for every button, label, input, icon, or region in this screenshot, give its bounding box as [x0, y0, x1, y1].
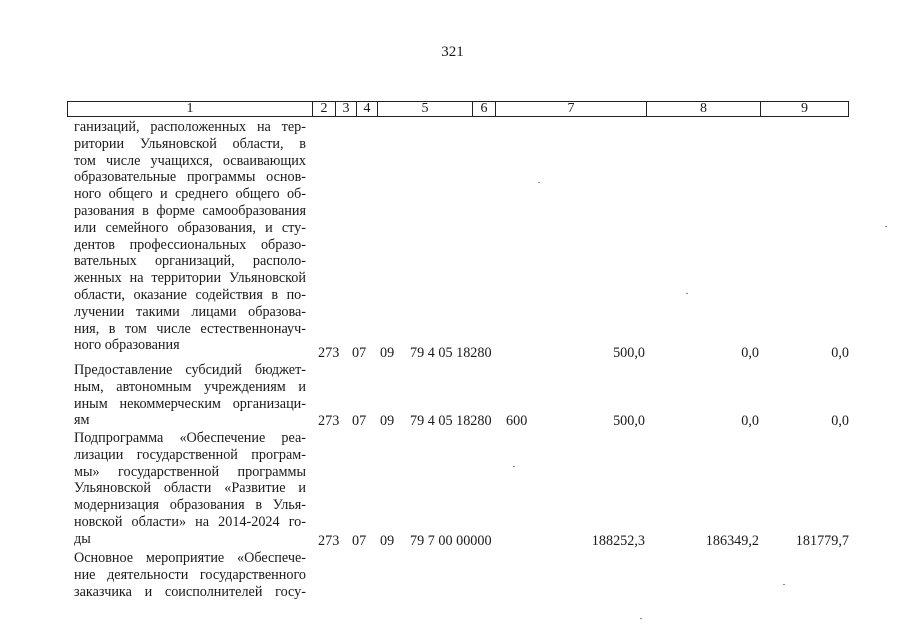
desc-line: Предоставление субсидий бюджет-: [74, 362, 306, 378]
scan-speck: [640, 618, 642, 619]
desc-line: лизации государственной програм-: [74, 446, 306, 463]
desc-line: лучении такими лицами образова-: [74, 303, 306, 320]
desc-line: том числе учащихся, осваивающих: [74, 152, 306, 169]
scan-speck: [783, 584, 785, 585]
desc-line: модернизация образования в Улья-: [74, 497, 306, 514]
header-cell-1: 1: [68, 102, 313, 116]
header-cell-3: 3: [336, 102, 357, 116]
desc-line: новской области» на 2014-2024 го-: [74, 513, 306, 530]
scan-speck: [538, 182, 540, 183]
desc-line: ного образования: [74, 337, 180, 354]
desc-line: области, оказание содействия в по-: [74, 286, 306, 303]
desc-line: Основное мероприятие «Обеспече-: [74, 550, 306, 566]
row-3-description: [74, 430, 306, 548]
desc-line: мы» государственной программы: [74, 463, 306, 480]
row-1-col-7: 500,0: [613, 345, 645, 361]
row-1-col-4: 09: [380, 345, 395, 361]
row-1-description: [74, 119, 306, 354]
desc-line: ным, автономным учреждениям и: [74, 378, 306, 395]
desc-line: Подпрограмма «Обеспечение реа-: [74, 430, 306, 446]
row-2-description: [74, 362, 306, 429]
header-cell-6: 6: [473, 102, 496, 116]
desc-line: вательных организаций, располо-: [74, 253, 306, 270]
row-3-col-4: 09: [380, 533, 395, 549]
row-3-col-2: 273: [318, 533, 340, 549]
desc-line: ды: [74, 530, 91, 547]
desc-line: разования в форме самообразования: [74, 202, 306, 219]
header-cell-7: 7: [496, 102, 647, 116]
scan-speck: [686, 293, 688, 294]
row-2-col-2: 273: [318, 413, 340, 429]
row-2-col-5: 79 4 05 18280: [410, 413, 492, 429]
header-cell-8: 8: [647, 102, 761, 116]
desc-line: женных на территории Ульяновской: [74, 270, 306, 287]
desc-line: ного общего и среднего общего об-: [74, 186, 306, 203]
header-cell-5: 5: [378, 102, 473, 116]
row-2-col-7: 500,0: [613, 413, 645, 429]
page-number: 321: [441, 44, 464, 60]
row-3-col-5: 79 7 00 00000: [410, 533, 492, 549]
row-3-col-3: 07: [352, 533, 367, 549]
row-3-col-9: 181779,7: [795, 533, 849, 549]
desc-line: или семейного образования, и сту-: [74, 219, 306, 236]
desc-line: Ульяновской области «Развитие и: [74, 480, 306, 497]
row-2-col-3: 07: [352, 413, 367, 429]
scan-speck: [885, 226, 887, 227]
row-4-description: [74, 550, 306, 600]
header-cell-4: 4: [357, 102, 378, 116]
desc-line: образовательные программы основ-: [74, 169, 306, 186]
desc-line: ганизаций, расположенных на тер-: [74, 119, 306, 135]
desc-line: ритории Ульяновской области, в: [74, 135, 306, 152]
row-1-col-5: 79 4 05 18280: [410, 345, 492, 361]
desc-line: ния, в том числе естественнонауч-: [74, 320, 306, 337]
row-1-col-3: 07: [352, 345, 367, 361]
scan-speck: [513, 466, 515, 467]
table-header-row: [67, 101, 849, 117]
desc-line: ние деятельности государственного: [74, 566, 306, 583]
row-1-col-9: 0,0: [831, 345, 849, 361]
row-3-col-7: 188252,3: [591, 533, 645, 549]
desc-line: иным некоммерческим организаци-: [74, 395, 306, 412]
header-cell-9: 9: [801, 101, 808, 116]
row-2-col-4: 09: [380, 413, 395, 429]
header-cell-2: 2: [313, 102, 336, 116]
row-2-col-9: 0,0: [831, 413, 849, 429]
row-1-col-2: 273: [318, 345, 340, 361]
row-2-col-8: 0,0: [741, 413, 759, 429]
row-1-col-8: 0,0: [741, 345, 759, 361]
desc-line: ям: [74, 412, 90, 429]
desc-line: заказчика и соисполнителей госу-: [74, 583, 306, 600]
row-3-col-8: 186349,2: [705, 533, 759, 549]
desc-line: дентов профессиональных образо-: [74, 236, 306, 253]
row-2-col-6: 600: [506, 413, 528, 429]
